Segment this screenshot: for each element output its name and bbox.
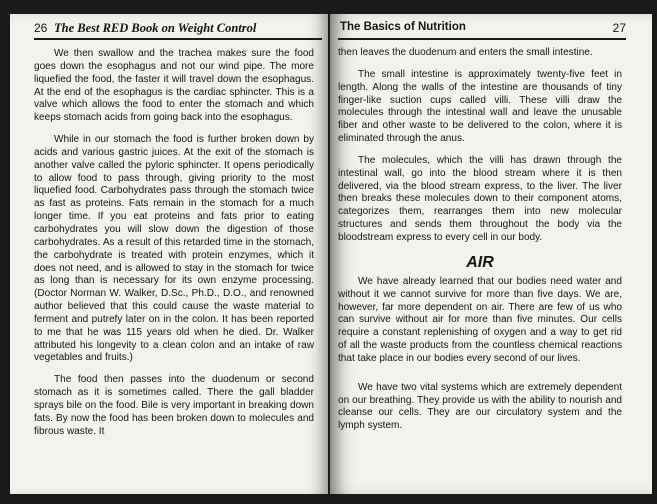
paragraph: The molecules, which the villi has drawn through the intestinal wall, go into the blood stream where it is then delivered, via the blood stream express, to the liver. The liver then breaks these molecules down to their component atoms, categorizes them, rearranges them into new molecular structures and sends them throughout the body via the bloodstream express to every cell in our body. xyxy=(338,154,622,243)
left-page xyxy=(10,14,328,494)
page-number: 27 xyxy=(612,21,626,35)
paragraph: The small intestine is approximately twenty-five feet in length. Along the walls of the intestine are thousands of tiny finger-like suction cups called villi. These villi draw the molecules through the intestinal wall and leave the unusable fiber and other waste to be delivered to the colon, where it is eliminated through the anus. xyxy=(338,68,622,145)
left-page-header xyxy=(34,20,322,40)
continuation-paragraph: then leaves the duodenum and enters the small intestine. xyxy=(338,47,593,58)
running-title: The Best RED Book on Weight Control xyxy=(54,21,257,35)
running-title: The Basics of Nutrition xyxy=(340,21,466,33)
paragraph: We then swallow and the trachea makes sure the food goes down the esophagus and not our wind pipe. The more liquefied the food, the faster it will travel down the esophagus. At the end of the esophagus is the cardiac sphincter. This is a valve which allows the food to enter the stomach and which keeps stomach acids from going back into the esophagus. xyxy=(34,48,314,124)
section-heading: AIR xyxy=(466,253,494,271)
page-number: 26 xyxy=(34,21,48,35)
right-page xyxy=(330,14,652,494)
right-page-header xyxy=(338,20,626,40)
paragraph: While in our stomach the food is further broken down by acids and various gastric juices. At the exit of the stomach is another valve called the pyloric sphincter. It opens periodically to allow food to pass through, giving priority to the most liquefied food. Carbohydrates pass through the stomach twice as fast as proteins. Fats remain in the stomach for a much longer time. If you eat proteins and fats prior to eating carbohydrates you will slow down the digestion of those carbohydrates. As a result of this retarded time in the stomach, the carbohydrate is treated with protein enzymes, which it does not need, and is allowed to stay in the stomach for twice as long than is necessary for its own enzyme processing. (Doctor Norman W. Walker, D.Sc., Ph.D., D.O., and renowned author believed that this could cause the waste material to ferment and putrefy later on in the colon. It has been reported to me that he was 115 years old when he died. Dr. Walker attributed his longevity to a clean colon and an intake of raw vegetables and fruits.) xyxy=(34,134,314,364)
left-page-body xyxy=(34,48,314,447)
right-page-body xyxy=(338,47,622,442)
paragraph: The food then passes into the duodenum or second stomach as it is sometimes called. There the gall bladder sprays bile on the food. Bile is very important in breaking down fats. By now the food has been broken down to molecules and fibrous waste. It xyxy=(34,374,314,437)
paragraph: We have already learned that our bodies need water and without it we cannot survive for more than five days. We are, however, far more dependent on air. There are few of us who can survive without air for more than five minutes. Our cells require a constant replenishing of oxygen and a way to get rid of all the waste products from the countless chemical reactions that take place in our bodies every second of our lives. xyxy=(338,275,622,364)
paragraph: We have two vital systems which are extremely dependent on our breathing. They provide us with the ability to nourish and cleanse our cells. They are our circulatory system and the lymph system. xyxy=(338,381,622,432)
